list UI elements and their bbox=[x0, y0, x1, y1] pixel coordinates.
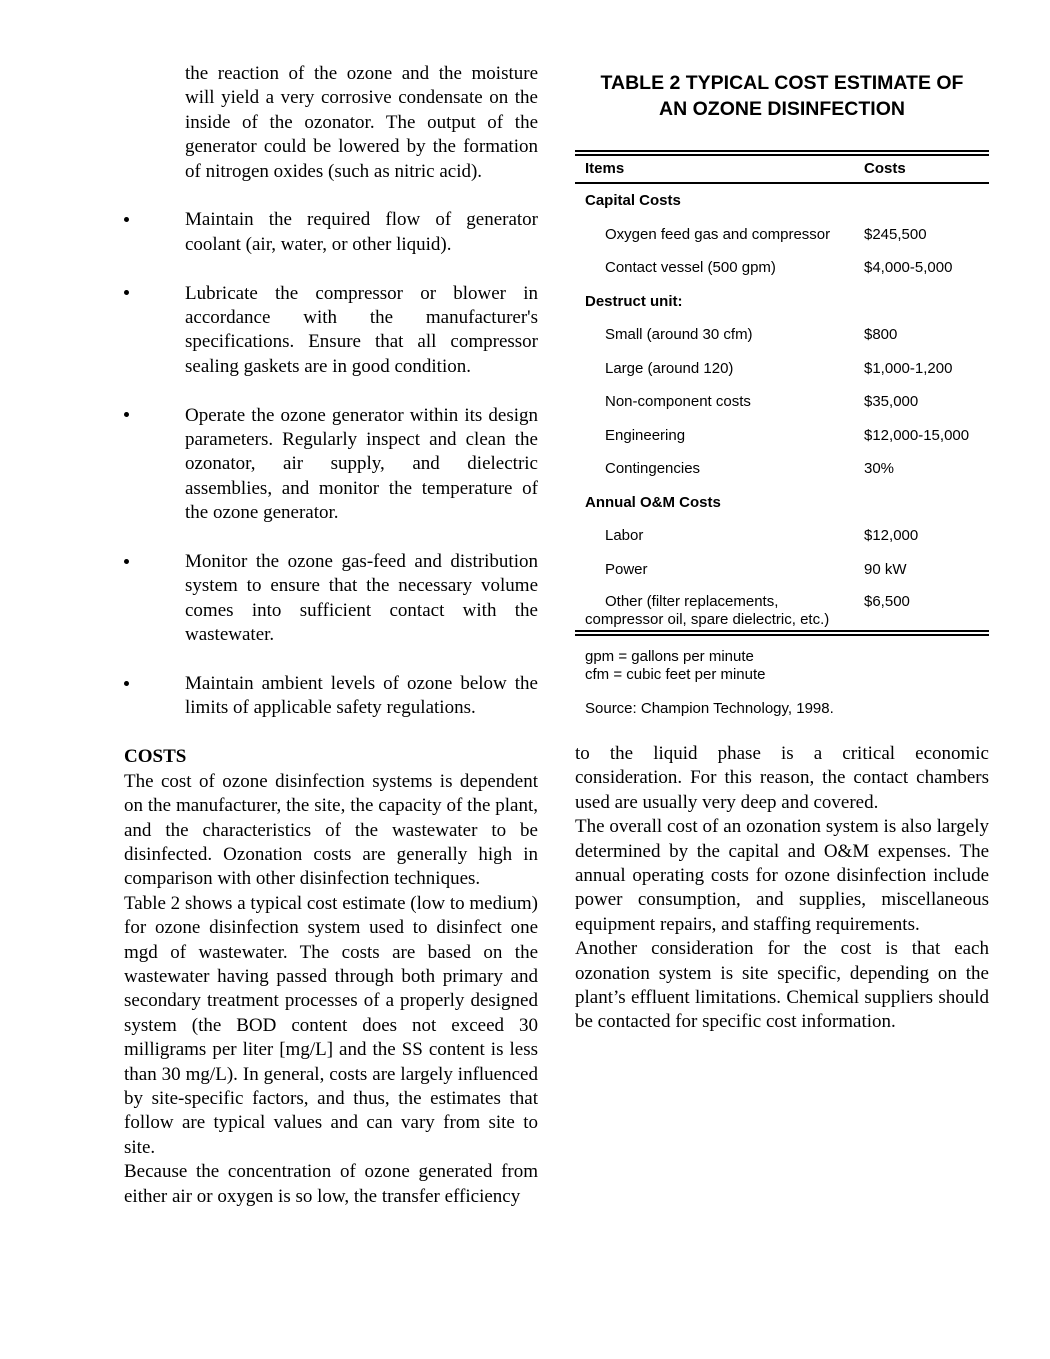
list-item bbox=[124, 404, 538, 526]
table-row bbox=[575, 586, 989, 630]
row-item: Contact vessel (500 gpm) bbox=[605, 259, 776, 276]
table-row bbox=[575, 218, 989, 252]
row-cost: $800 bbox=[864, 326, 898, 343]
table-section-capital bbox=[575, 184, 989, 218]
section-label: Annual O&M Costs bbox=[585, 493, 721, 511]
table-row bbox=[575, 419, 989, 453]
right-paragraph-1: to the liquid phase is a critical economic consideration. For this reason, the contact chambers used are usually very deep and covered. bbox=[575, 743, 989, 813]
table-row bbox=[575, 352, 989, 386]
row-cost: $6,500 bbox=[864, 593, 910, 610]
row-cost: $35,000 bbox=[864, 393, 919, 410]
bullet-text: Maintain ambient levels of ozone below the limits of applicable safety regulations. bbox=[185, 673, 538, 719]
right-column bbox=[575, 742, 989, 1035]
cost-table bbox=[575, 70, 989, 718]
right-paragraph-3: Another consideration for the cost is that each ozonation system is site specific, depending on the plant’s effluent limitations. Chemical suppliers should be contacted for specific cost information. bbox=[575, 938, 989, 1033]
bullet-text: Lubricate the compressor or blower in accordance with the manufacturer's specifications. Ensure that all compressor sealing gaskets are in good condition. bbox=[185, 282, 538, 377]
costs-heading: COSTS bbox=[124, 746, 187, 768]
row-item: Contingencies bbox=[605, 460, 701, 477]
table-title bbox=[575, 70, 989, 122]
intro-continuation: the reaction of the ozone and the moisture will yield a very corrosive condensate on the inside of the ozonator. The output of the generator could be lowered by the formation of nitrogen oxides (such as nitric acid). bbox=[185, 63, 538, 182]
table-section-annual bbox=[575, 486, 989, 520]
list-item bbox=[124, 550, 538, 648]
table-title-line-2: AN OZONE DISINFECTION bbox=[659, 98, 905, 120]
costs-paragraph-3: Because the concentration of ozone generated from either air or oxygen is so low, the transfer efficiency bbox=[124, 1161, 538, 1207]
row-cost: $12,000 bbox=[864, 527, 919, 544]
section-label: Capital Costs bbox=[585, 192, 681, 209]
row-item: Engineering bbox=[605, 426, 686, 444]
bullet-icon bbox=[124, 208, 134, 232]
row-cost: $245,500 bbox=[864, 225, 927, 243]
row-item: Labor bbox=[605, 527, 644, 544]
bullet-icon bbox=[124, 282, 134, 306]
list-item bbox=[124, 672, 538, 721]
bullet-icon bbox=[124, 672, 134, 696]
table-row bbox=[575, 553, 989, 587]
table-note-gpm: gpm = gallons per minute bbox=[585, 648, 754, 665]
row-item: Power bbox=[605, 560, 648, 578]
table-row bbox=[575, 251, 989, 285]
section-label: Destruct unit: bbox=[585, 292, 683, 310]
bullet-icon bbox=[124, 404, 134, 428]
table-title-line-1: TABLE 2 TYPICAL COST ESTIMATE OF bbox=[600, 72, 964, 94]
table-source: Source: Champion Technology, 1998. bbox=[585, 700, 834, 717]
row-cost: 30% bbox=[864, 460, 895, 477]
table-row bbox=[575, 385, 989, 419]
bullet-icon bbox=[124, 550, 134, 574]
costs-paragraph-2: Table 2 shows a typical cost estimate (low to medium) for ozone disinfection system used to disinfect one mgd of wastewater. The costs are based on the wastewater having passed through both primary and secondary treatment processes of a properly designed system (the BOD content does not exceed 30 milligrams per liter [mg/L] and the SS content is less than 30 mg/L). In general, costs are largely influenced by site-specific factors, and thus, the estimates that follow are typical values and can vary from site to site. bbox=[124, 892, 538, 1158]
left-column bbox=[124, 62, 538, 1209]
row-cost: $4,000-5,000 bbox=[864, 259, 953, 276]
costs-paragraph-1: The cost of ozone disinfection systems is dependent on the manufacturer, the site, the capacity of the plant, and the characteristics of the wastewater to be disinfected. Ozonation costs are generally high in comparison with other disinfection techniques. bbox=[124, 770, 538, 890]
row-item-line-1: Other (filter replacements, bbox=[605, 593, 779, 610]
table-section-destruct bbox=[575, 285, 989, 319]
row-cost: $12,000-15,000 bbox=[864, 426, 970, 444]
row-cost: $1,000-1,200 bbox=[864, 359, 953, 377]
table-row bbox=[575, 318, 989, 352]
table-row bbox=[575, 452, 989, 486]
table-row bbox=[575, 519, 989, 553]
row-item: Small (around 30 cfm) bbox=[605, 326, 753, 343]
row-item-line-2: compressor oil, spare dielectric, etc.) bbox=[585, 611, 830, 628]
list-item bbox=[124, 208, 538, 257]
bullet-text: Monitor the ozone gas-feed and distribution system to ensure that the necessary volume comes into sufficient contact with the wastewater. bbox=[185, 551, 538, 646]
table-note-cfm: cfm = cubic feet per minute bbox=[585, 666, 766, 683]
table-header-row bbox=[575, 156, 989, 182]
bullet-text: Operate the ozone generator within its design parameters. Regularly inspect and clean the ozonator, air supply, and dielectric assemblies, and monitor the temperature of the ozone generator. bbox=[185, 404, 538, 524]
header-costs: Costs bbox=[864, 160, 906, 177]
list-item bbox=[124, 282, 538, 380]
right-paragraph-2: The overall cost of an ozonation system is also largely determined by the capital and O&M expenses. The annual operating costs for ozone disinfection include power consumption, and supplies, miscellaneous equipment repairs, and staffing requirements. bbox=[575, 816, 989, 935]
bullet-text: Maintain the required flow of generator coolant (air, water, or other liquid). bbox=[185, 209, 538, 255]
row-item: Large (around 120) bbox=[605, 359, 734, 377]
row-item: Oxygen feed gas and compressor bbox=[605, 225, 831, 243]
header-items: Items bbox=[585, 160, 625, 177]
row-cost: 90 kW bbox=[864, 560, 907, 578]
row-item: Non-component costs bbox=[605, 393, 751, 410]
